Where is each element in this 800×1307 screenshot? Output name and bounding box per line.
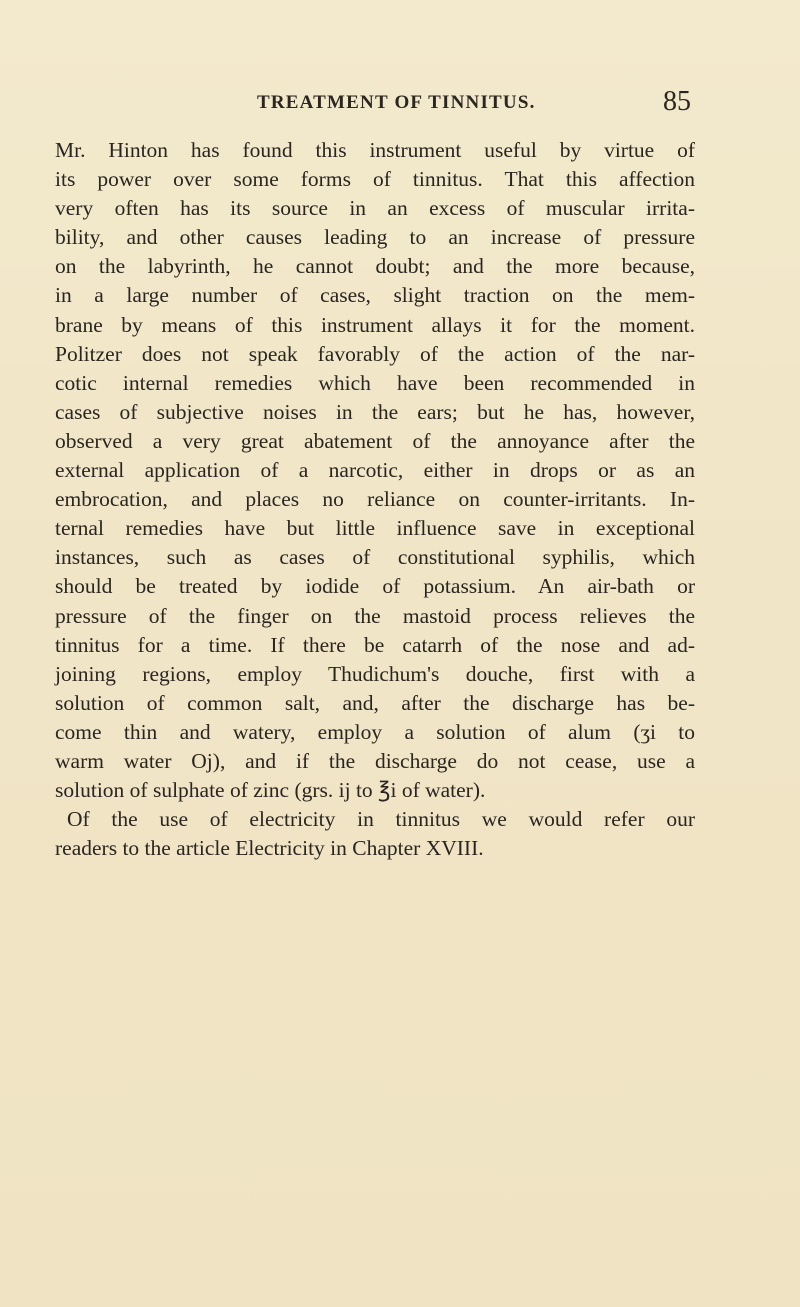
text-line: solution of common salt, and, after the discharge has be-	[55, 690, 695, 715]
text-line: very often has its source in an excess of muscular irrita-	[55, 196, 695, 221]
text-line: come thin and watery, employ a solution of alum (ʒi to	[55, 719, 695, 744]
text-line: Of the use of electricity in tinnitus we would refer our	[67, 807, 695, 832]
text-line: brane by means of this instrument allays it for the moment.	[55, 312, 695, 337]
text-line: external application of a narcotic, either in drops or as an	[55, 458, 695, 483]
text-line: cases of subjective noises in the ears; but he has, however,	[55, 399, 695, 424]
text-line: Politzer does not speak favorably of the action of the nar-	[55, 341, 695, 366]
text-line: observed a very great abatement of the annoyance after the	[55, 428, 695, 453]
running-head	[0, 86, 800, 122]
text-line: pressure of the finger on the mastoid process relieves the	[55, 603, 695, 628]
text-line: ternal remedies have but little influence save in exceptional	[55, 516, 695, 541]
text-line: readers to the article Electricity in Chapter XVIII.	[55, 836, 484, 861]
text-line: should be treated by iodide of potassium. An air-bath or	[55, 574, 695, 599]
text-line: on the labyrinth, he cannot doubt; and the more because,	[55, 254, 695, 279]
text-line: Mr. Hinton has found this instrument useful by virtue of	[55, 138, 695, 162]
text-line: in a large number of cases, slight traction on the mem-	[55, 283, 695, 308]
text-line: solution of sulphate of zinc (grs. ij to ℥i of water).	[55, 778, 486, 803]
text-line: joining regions, employ Thudichum's douche, first with a	[55, 661, 695, 686]
body-text	[55, 136, 695, 863]
text-line: instances, such as cases of constitutional syphilis, which	[55, 545, 695, 570]
text-line: embrocation, and places no reliance on counter-irritants. In-	[55, 487, 695, 512]
text-line: bility, and other causes leading to an increase of pressure	[55, 225, 695, 250]
text-line: its power over some forms of tinnitus. That this affection	[55, 167, 695, 192]
text-line: tinnitus for a time. If there be catarrh of the nose and ad-	[55, 632, 695, 657]
page-number: 85	[663, 86, 691, 117]
text-line: warm water Oj), and if the discharge do not cease, use a	[55, 748, 695, 773]
running-head-title: TREATMENT OF TINNITUS.	[257, 92, 536, 113]
text-line: cotic internal remedies which have been recommended in	[55, 370, 695, 395]
